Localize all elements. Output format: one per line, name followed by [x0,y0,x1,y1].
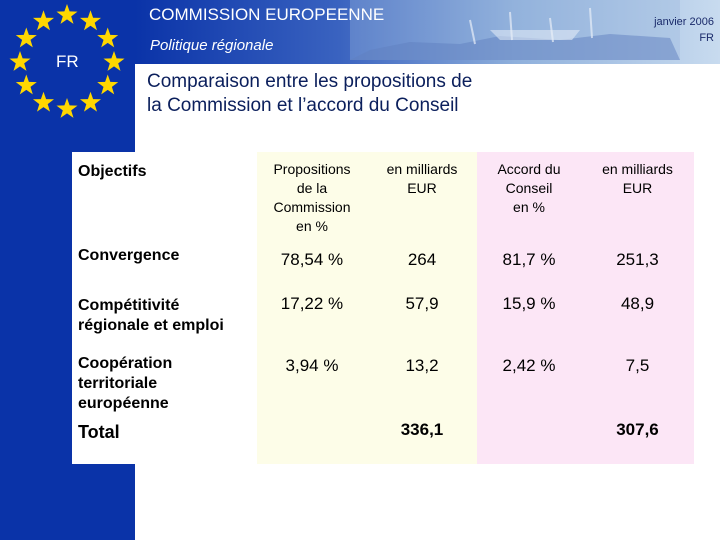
table-cell: 78,54 % [257,240,367,278]
star-icon [97,75,118,95]
comparison-table [72,152,694,464]
star-icon [57,4,78,24]
star-icon [33,92,54,112]
star-icon [104,51,125,71]
header-council-percent [477,152,581,240]
table-cell: 13,2 [367,342,477,414]
header-text: Propositions [273,161,351,177]
star-icon [97,28,118,48]
page-title-line-2: la Commission et l’accord du Conseil [147,95,459,116]
header-text: en % [513,199,545,215]
star-icon [57,98,78,118]
table-cell: 307,6 [581,414,694,464]
row-label-line: régionale et emploi [78,317,224,334]
table-row-total [72,414,694,464]
row-label-line: Compétitivité [78,297,180,314]
header-text: EUR [407,180,437,196]
header-text: de la [296,180,328,196]
row-label-line: Coopération [78,355,173,372]
harbour-image [350,0,680,60]
table-header-row [72,152,694,240]
language-code: FR [56,52,79,71]
row-label-line: européenne [78,395,169,412]
table-cell: 264 [367,240,477,278]
page-title-line-1: Comparaison entre les propositions de [147,71,473,92]
star-icon [10,51,31,71]
organization-name: COMMISSION EUROPEENNE [149,5,385,24]
header-text: en % [296,218,328,234]
department-name: Politique régionale [150,37,274,54]
table-cell [257,414,367,464]
table-cell: 17,22 % [257,278,367,342]
table-cell: 251,3 [581,240,694,278]
table-cell: 81,7 % [477,240,581,278]
table-row [72,240,694,278]
row-label: Total [72,414,257,464]
table-cell: 57,9 [367,278,477,342]
row-label-line: territoriale [78,375,158,392]
header-objectifs: Objectifs [72,152,257,240]
row-label: Convergence [72,240,257,278]
header-text: EUR [622,180,653,196]
table-row [72,342,694,414]
header-text: en milliards [386,161,458,177]
page-title [147,70,707,118]
date-label [654,14,714,46]
header-council-amount [581,152,694,240]
star-icon [33,10,54,30]
row-label [72,342,257,414]
table-cell: 2,42 % [477,342,581,414]
table-cell: 15,9 % [477,278,581,342]
date-language: FR [699,32,714,44]
header-text: Commission [273,199,351,215]
header-text: en milliards [602,161,673,177]
header-text: Conseil [505,180,553,196]
star-icon [80,92,101,112]
header-commission-amount [367,152,477,240]
table-cell [477,414,581,464]
star-icon [16,28,37,48]
table-cell: 3,94 % [257,342,367,414]
table-row [72,278,694,342]
row-label [72,278,257,342]
star-icon [16,75,37,95]
header-text: Accord du [497,161,561,177]
table-cell: 48,9 [581,278,694,342]
date-month: janvier 2006 [654,16,714,28]
table-cell: 336,1 [367,414,477,464]
star-icon [80,10,101,30]
table-cell: 7,5 [581,342,694,414]
header-commission-percent [257,152,367,240]
